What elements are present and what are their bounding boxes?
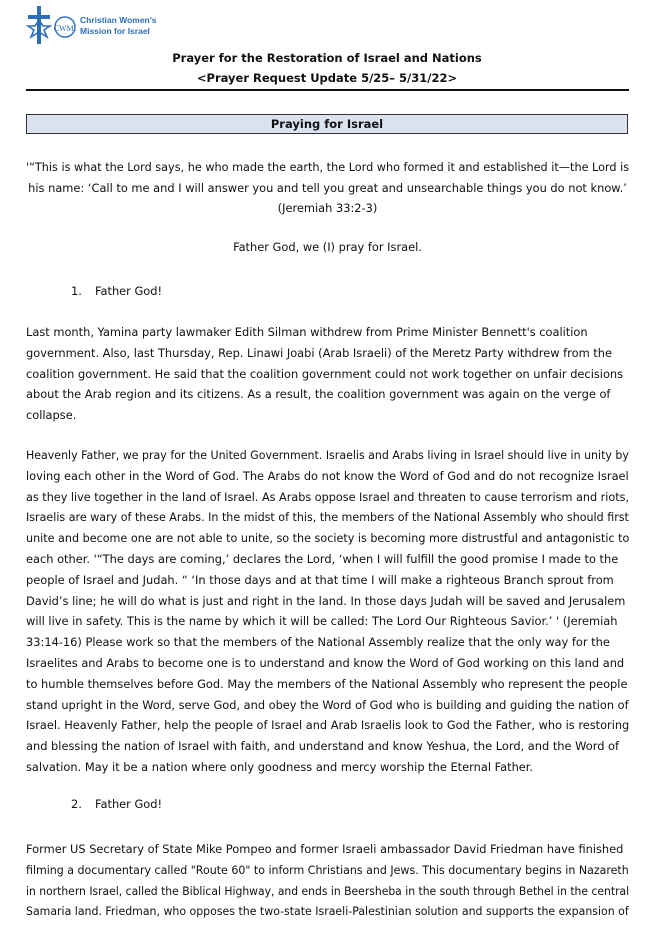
paragraph-line: David’s line; he will do what is just and right in the land. In those days Judah will be saved and Jerusalem (26, 593, 626, 608)
document-subtitle: <Prayer Request Update 5/25– 5/31/22> (196, 71, 458, 85)
paragraph-line: about the Arab region and its citizens. As a result, the coalition government was again on the verge of (26, 387, 611, 402)
section-heading: Praying for Israel (26, 114, 628, 134)
paragraph-line: Last month, Yamina party lawmaker Edith Silman withdrew from Prime Minister Bennett's coalition (26, 325, 588, 339)
logo-text (80, 15, 157, 36)
logo-line-1: Christian Women's (80, 15, 157, 25)
paragraph-line: Samaria land. Friedman, who opposes the two-state Israeli-Palestinian solution and supports the expansion of (26, 904, 629, 919)
paragraph-line: filming a documentary called "Route 60" to inform Christians and Jews. This documentary begins in Nazareth (26, 862, 629, 877)
cross-star-logo-icon (26, 6, 52, 44)
paragraph-line: stand upright in the Word, serve God, and obey the Word of God who is building and guiding the nation of (26, 697, 629, 712)
item-number: 2. (71, 797, 82, 811)
paragraph-line: people of Israel and Judah. “ ‘In those days and at that time I will make a righteous Branch sprout from (26, 572, 614, 587)
cwmi-monogram-icon (54, 14, 76, 40)
prayer-intro: Father God, we (I) pray for Israel. (233, 240, 422, 254)
numbered-item-2 (71, 797, 162, 811)
organization-logo (26, 6, 156, 46)
document-title: Prayer for the Restoration of Israel and Nations (172, 51, 482, 65)
item-label: Father God! (95, 284, 163, 298)
paragraph-line: Former US Secretary of State Mike Pompeo and former Israeli ambassador David Friedman have finished (26, 842, 624, 856)
numbered-item-1 (71, 284, 162, 298)
verse-line: his name: ‘Call to me and I will answer you and tell you great and unsearchable things you do not know.’ (28, 180, 627, 195)
paragraph-line: and blessing the nation of Israel with faith, and understand and know Yeshua, the Lord, and the Word of (26, 739, 620, 754)
paragraph-documentary (26, 839, 629, 922)
paragraph-line: each other. '“The days are coming,’ declares the Lord, ‘when I will fulfill the good promise I made to the (26, 551, 619, 566)
paragraph-line: Israel. Heavenly Father, help the people of Israel and Arab Israelis look to God the Father, who is restoring (26, 718, 630, 733)
paragraph-line: Israelites and Arabs to become one is to understand and know the Word of God working on this land and (26, 655, 625, 670)
paragraph-line: Israelis are wary of these Arabs. In the midst of this, the members of the National Assembly who should first (26, 510, 629, 525)
paragraph-line: coalition government. He said that the coalition government could not work together on unfair decisions (26, 366, 624, 381)
paragraph-line: unite and become one are not able to unite, so the society is becoming more distrustful and antagonistic to (26, 531, 630, 546)
verse-line: '“This is what the Lord says, he who made the earth, the Lord who formed it and established it—the Lord is (26, 160, 630, 174)
paragraph-line: will live in safety. This is the name by which it will be called: The Lord Our Righteous Savior.’ ' (Jeremiah (26, 614, 618, 629)
logo-line-2: Mission for Israel (80, 25, 150, 36)
svg-text:CWMI: CWMI (54, 24, 76, 33)
scripture-verse (26, 157, 629, 219)
verse-reference: (Jeremiah 33:2-3) (277, 201, 378, 216)
item-number: 1. (71, 284, 82, 298)
paragraph-line: 33:14-16) Please work so that the members of the National Assembly realize that the only way for the (26, 635, 610, 650)
paragraph-line: to humble themselves before God. May the members of the National Assembly who represent the people (26, 676, 628, 691)
paragraph-line: loving each other in the Word of God. The Arabs do not know the Word of God and do not recognize Israel (26, 468, 629, 483)
item-label: Father God! (95, 797, 163, 811)
paragraph-line: in northern Israel, called the Biblical Highway, and ends in Beersheba in the south through Bethel in the central (26, 883, 630, 898)
paragraph-line: Heavenly Father, we pray for the United Government. Israelis and Arabs living in Israel should live in unity by (26, 448, 629, 462)
paragraph-prayer (26, 445, 629, 778)
title-divider (26, 89, 629, 91)
paragraph-line: collapse. (26, 408, 77, 423)
paragraph-line: salvation. May it be a nation where only goodness and mercy worship the Eternal Father. (26, 759, 534, 774)
paragraph-line: as they live together in the land of Israel. As Arabs oppose Israel and threaten to cause terrorism and riots, (26, 489, 630, 504)
paragraph-line: government. Also, last Thursday, Rep. Linawi Joabi (Arab Israeli) of the Meretz Party withdrew from the (26, 345, 612, 360)
paragraph-political-news (26, 322, 629, 426)
